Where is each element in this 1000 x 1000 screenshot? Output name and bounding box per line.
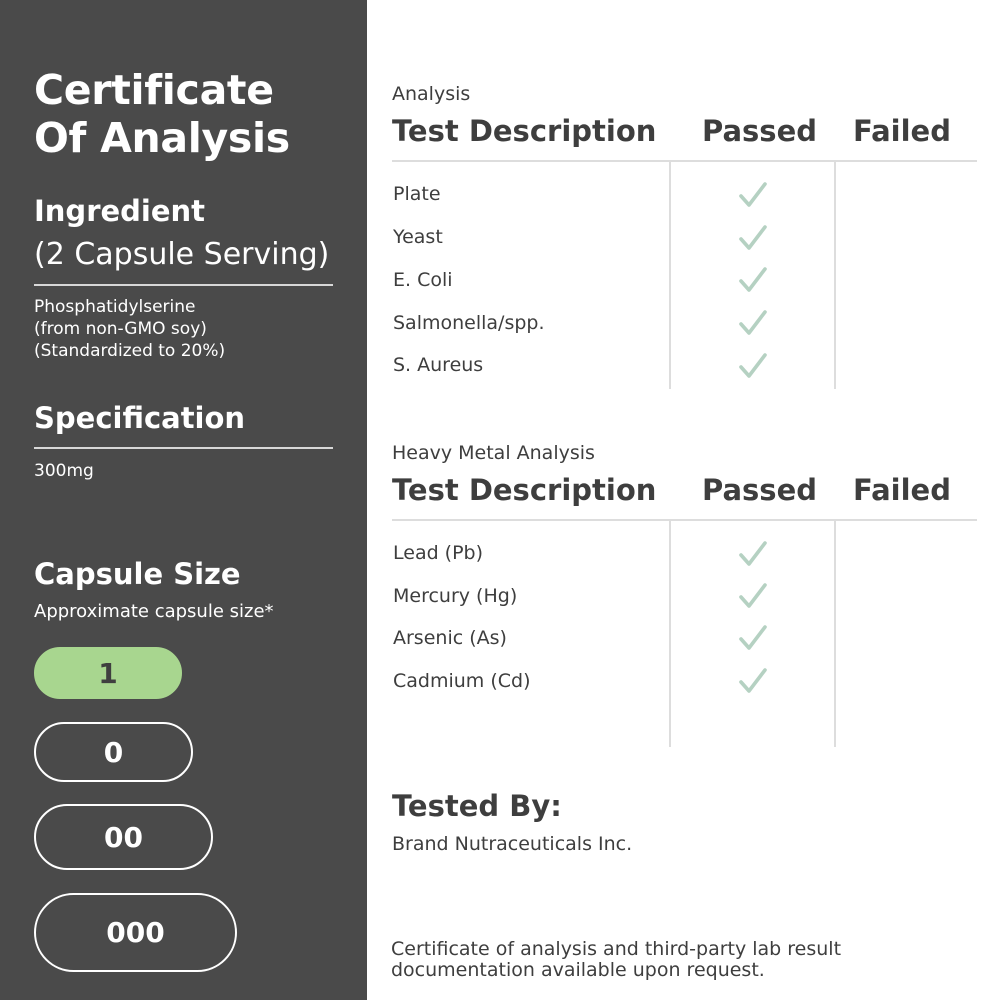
heavy-metal-col-passed: Passed: [702, 473, 817, 507]
analysis-column-divider: [834, 162, 836, 389]
check-icon: [738, 181, 768, 209]
tested-by-value: Brand Nutraceuticals Inc.: [392, 833, 633, 855]
check-icon: [738, 624, 768, 652]
heavy-metal-col-test: Test Description: [392, 473, 657, 507]
heavy-metal-col-failed: Failed: [853, 473, 951, 507]
heavy-metal-column-divider: [834, 521, 836, 747]
check-icon: [738, 266, 768, 294]
capsule-size-label: 00: [104, 820, 143, 854]
ingredient-line: (Standardized to 20%): [34, 341, 226, 361]
heavy-metal-row-label: Lead (Pb): [393, 542, 484, 564]
analysis-section-label: Analysis: [392, 83, 471, 105]
analysis-row-label: Plate: [393, 183, 441, 205]
ingredient-line: Phosphatidylserine: [34, 297, 196, 317]
analysis-col-passed: Passed: [702, 114, 817, 148]
capsule-size-label: 000: [106, 916, 165, 949]
left-panel: [0, 0, 367, 1000]
tested-by-heading: Tested By:: [392, 789, 562, 823]
serving-heading: (2 Capsule Serving): [34, 237, 330, 272]
analysis-col-failed: Failed: [853, 114, 951, 148]
check-icon: [738, 352, 768, 380]
specification-value: 300mg: [34, 461, 94, 481]
page-title: [34, 66, 290, 162]
heavy-metal-section-label: Heavy Metal Analysis: [392, 442, 595, 464]
analysis-row-label: S. Aureus: [393, 354, 484, 376]
analysis-row-label: Salmonella/spp.: [393, 312, 545, 334]
ingredient-description: [34, 296, 225, 362]
ingredient-heading: Ingredient: [34, 194, 206, 228]
specification-heading: Specification: [34, 401, 246, 435]
title-line-2: Of Analysis: [34, 114, 290, 162]
capsule-size-option-1[interactable]: [34, 647, 182, 699]
heavy-metal-column-divider: [669, 521, 671, 747]
capsule-size-option-00[interactable]: [34, 804, 213, 870]
heavy-metal-header-divider: [392, 519, 977, 521]
analysis-header-divider: [392, 160, 977, 162]
check-icon: [738, 309, 768, 337]
capsule-size-note: Approximate capsule size*: [34, 601, 274, 622]
capsule-size-label: 0: [103, 735, 124, 769]
check-icon: [738, 540, 768, 568]
analysis-col-test: Test Description: [392, 114, 657, 148]
heavy-metal-row-label: Cadmium (Cd): [393, 670, 531, 692]
capsule-size-option-0[interactable]: [34, 722, 193, 782]
analysis-column-divider: [669, 162, 671, 389]
capsule-size-option-000[interactable]: [34, 893, 237, 972]
capsule-size-label: 1: [98, 656, 118, 690]
analysis-row-label: Yeast: [393, 226, 443, 248]
ingredient-line: (from non-GMO soy): [34, 319, 207, 339]
check-icon: [738, 224, 768, 252]
check-icon: [738, 582, 768, 610]
title-line-1: Certificate: [34, 66, 274, 114]
heavy-metal-row-label: Arsenic (As): [393, 627, 507, 649]
capsule-size-heading: Capsule Size: [34, 557, 241, 591]
footer-note: Certificate of analysis and third-party lab result documentation available upon request.: [391, 938, 842, 981]
analysis-row-label: E. Coli: [393, 269, 453, 291]
check-icon: [738, 667, 768, 695]
specification-divider: [34, 447, 333, 449]
heavy-metal-row-label: Mercury (Hg): [393, 585, 518, 607]
ingredient-divider: [34, 284, 333, 286]
